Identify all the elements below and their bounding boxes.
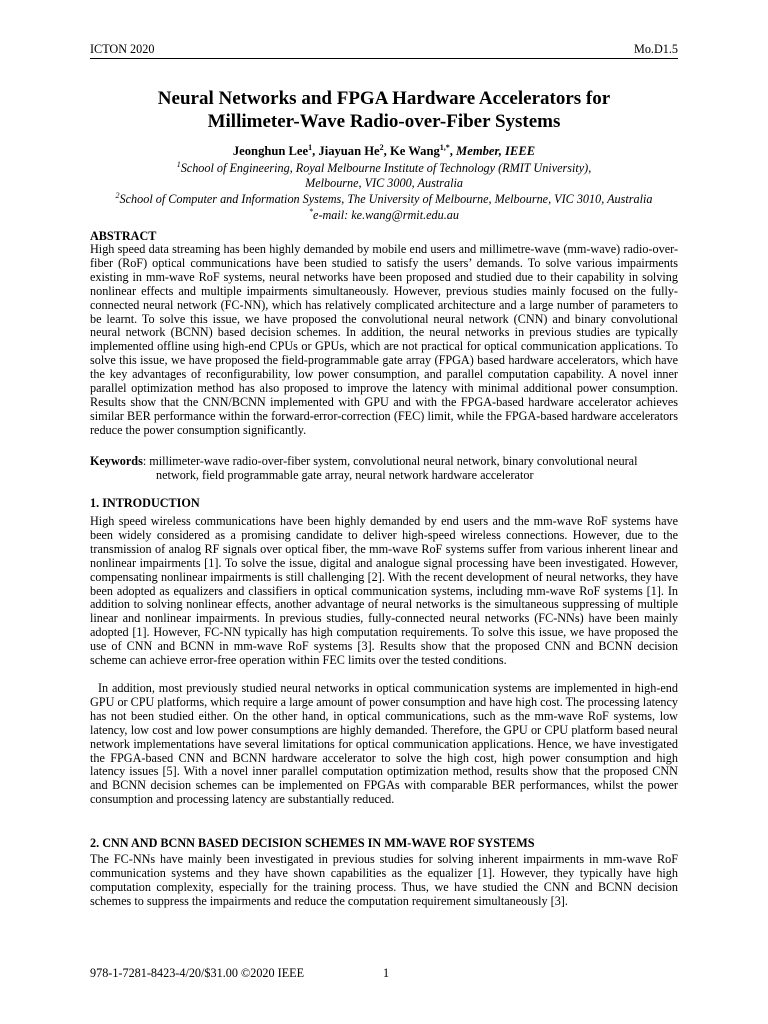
affiliation-2 bbox=[90, 192, 678, 207]
abstract-text: High speed data streaming has been highly demanded by mobile end users and millimetre-wave (mm-wave) radio-over-fiber (RoF) optical communications have been studied to satisfy the users’ demands. To solve various impairments existing in mm-wave RoF systems, neural networks have been proposed and studied due to their capability in solving nonlinear effects and multiple impairments simultaneously. However, previous studies mainly focused on the fully-connected neural network (FC-NN), which has relatively complicated architecture and a large number of parameters to be learnt. To solve this issue, we have proposed the convolutional neural network (CNN) and binary convolutional neural network (BCNN) based decision schemes. In addition, the neural networks in previous studies are typically implemented offline using high-end CPUs or GPUs, which are not practical for optical communication applications. To solve this issue, we have proposed the field-programmable gate array (FPGA) based hardware accelerators, which have the key advantages of reconfigurability, low power consumption, and parallel computation capability. A novel inner parallel optimization method has also proposed to improve the latency with minimal additional power consumption. Results show that the CNN/BCNN implemented with GPU and with the FPGA-based hardware accelerator achieves similar BER performance within the forward-error-correction (FEC) limit, while the FPGA-based hardware accelerators reduce the power consumption significantly. bbox=[90, 242, 678, 437]
author-2: Jiayuan He bbox=[318, 144, 380, 158]
affiliation-1-sup: 1 bbox=[176, 159, 181, 169]
page-number: 1 bbox=[383, 966, 390, 980]
paper-title bbox=[90, 87, 678, 133]
email-sup: * bbox=[309, 206, 314, 216]
abstract-heading: ABSTRACT bbox=[90, 229, 157, 243]
affiliation-1 bbox=[90, 161, 678, 191]
title-line-1: Neural Networks and FPGA Hardware Accelerators for bbox=[157, 88, 611, 109]
conference-name: ICTON 2020 bbox=[90, 42, 155, 56]
section-1-paragraph-1: High speed wireless communications have been highly demanded by end users and the mm-wave RoF systems have been widely considered as a promising candidate to deliver high-speed wireless connections. However, due to the transmission of analog RF signals over optical fiber, the mm-wave RoF systems suffer from various inherent linear and nonlinear impairments [1]. To solve the issue, digital and analogue signal processing have been investigated. However, compensating nonlinear impairments is still challenging [2]. With the recent development of neural networks, they have been adopted as equalizers and classifiers in optical communication systems, including mm-wave RoF systems [1]. In addition to solving nonlinear effects, another advantage of neural networks is the simultaneous suppressing of multiple linear and nonlinear impairments. In previous studies, fully-connected neural networks (FC-NNs) have been mainly adopted [1]. However, FC-NN typically has high computation requirements. To solve this issue, we have proposed the use of CNN and BCNN in mm-wave RoF systems [3]. Results show that the proposed CNN and BCNN decision scheme can achieve error-free operation within FEC limits over the tested conditions. bbox=[90, 514, 678, 668]
section-2-heading: 2. CNN AND BCNN BASED DECISION SCHEMES IN MM-WAVE ROF SYSTEMS bbox=[90, 836, 535, 850]
affiliation-2-sup: 2 bbox=[115, 190, 120, 200]
affiliation-2-line-1: School of Computer and Information Systems, The University of Melbourne, Melbourne, VIC 3010, Australia bbox=[119, 192, 653, 206]
author-list: Jeonghun Lee$^1$, Jiayuan He$^2$, Ke Wang$^{1,*}$, Member, IEEE bbox=[232, 142, 536, 158]
corresponding-email bbox=[90, 208, 678, 223]
email-text: e-mail: ke.wang@rmit.edu.au bbox=[313, 208, 459, 222]
author-3: Ke Wang bbox=[389, 144, 440, 158]
affiliation-1-line-1: School of Engineering, Royal Melbourne Institute of Technology (RMIT University), bbox=[180, 161, 592, 175]
section-2-paragraph-1: The FC-NNs have mainly been investigated in previous studies for solving inherent impairments in mm-wave RoF communication systems and they have shown capabilities as the equalizer [1]. However, they typically have high computation complexity, especially for the training process. Thus, we have studied the CNN and BCNN decision schemes to suppress the impairments and reduce the computation requirement simultaneously [3]. bbox=[90, 852, 678, 908]
running-header bbox=[90, 42, 678, 58]
keywords-label: Keywords bbox=[90, 454, 143, 468]
paper-code: Mo.D1.5 bbox=[633, 42, 678, 56]
author-2-sup: 2 bbox=[379, 142, 384, 152]
title-line-2: Millimeter-Wave Radio-over-Fiber Systems bbox=[207, 111, 561, 132]
author-1-sup: 1 bbox=[308, 142, 313, 152]
keywords bbox=[90, 454, 678, 482]
footer-copyright: 978-1-7281-8423-4/20/$31.00 ©2020 IEEE bbox=[90, 966, 305, 980]
header-rule bbox=[90, 58, 678, 59]
author-3-membership: Member, IEEE bbox=[456, 144, 536, 158]
section-1-heading: 1. INTRODUCTION bbox=[90, 496, 200, 510]
author-3-sup: 1,* bbox=[439, 142, 450, 152]
section-1-paragraph-2: In addition, most previously studied neural networks in optical communication systems are implemented in high-end GPU or CPU platforms, which require a large amount of power consumption and have high cost. The processing latency has not been studied either. On the other hand, in optical communications, such as the mm-wave RoF systems, low latency, low cost and low power consumptions are highly demanded. Therefore, the GPU or CPU platform based neural network implementations have several limitations for optical communication applications. Hence, we have investigated the FPGA-based CNN and BCNN hardware accelerator to solve the high cost, high power consumption and high latency issues [5]. With a novel inner parallel computation optimization method, results show that the proposed CNN and BCNN decision schemes can be implemented on FPGAs with comparable BER performances, whilst the power consumption and processing latency are substantially reduced. bbox=[90, 681, 678, 807]
affiliation-1-line-2: Melbourne, VIC 3000, Australia bbox=[305, 176, 463, 190]
keywords-line-1: : millimeter-wave radio-over-fiber system, convolutional neural network, binary convolutional neural bbox=[142, 454, 638, 468]
author-1: Jeonghun Lee bbox=[232, 144, 309, 158]
keywords-line-2: network, field programmable gate array, neural network hardware accelerator bbox=[156, 468, 534, 482]
